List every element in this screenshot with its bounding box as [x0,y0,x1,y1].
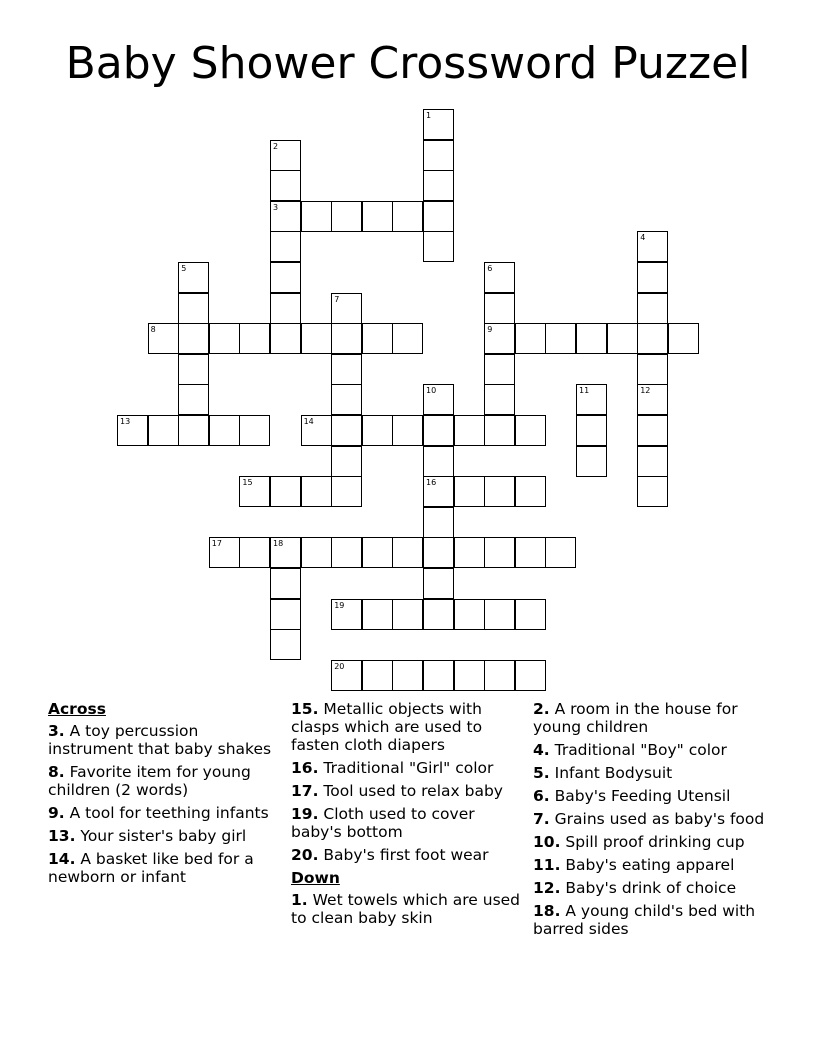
grid-cell[interactable] [331,384,362,415]
grid-cell[interactable] [423,140,454,171]
down-clue-12: 12. Baby's drink of choice [533,879,737,897]
grid-cell[interactable] [515,323,546,354]
grid-cell[interactable] [331,446,362,477]
down-clue-7: 7. Grains used as baby's food [533,810,765,828]
grid-cell[interactable] [515,599,546,630]
across-clue-20: 20. Baby's first foot wear [291,846,489,864]
across-clue-19: 19. Cloth used to cover baby's bottom [291,805,475,841]
grid-cell[interactable] [362,660,393,691]
grid-cell[interactable] [576,384,607,415]
grid-cell[interactable] [270,537,301,568]
cell-number: 9 [487,325,493,335]
across-clue-8: 8. Favorite item for young children (2 words) [48,763,251,799]
grid-cell[interactable] [454,537,485,568]
grid-cell[interactable] [301,537,332,568]
grid-cell[interactable] [239,415,270,446]
grid-cell[interactable] [331,323,362,354]
grid-cell[interactable] [301,323,332,354]
grid-cell[interactable] [301,201,332,232]
grid-cell[interactable] [545,323,576,354]
grid-cell[interactable] [239,323,270,354]
grid-cell[interactable] [637,262,668,293]
grid-cell[interactable] [148,415,179,446]
grid-cell[interactable] [668,323,699,354]
grid-cell[interactable] [545,537,576,568]
across-clue-16: 16. Traditional "Girl" color [291,759,494,777]
grid-cell[interactable] [423,537,454,568]
grid-cell[interactable] [454,599,485,630]
cell-number: 8 [150,325,156,335]
grid-cell[interactable] [484,354,515,385]
grid-cell[interactable] [637,446,668,477]
grid-cell[interactable] [484,599,515,630]
grid-cell[interactable] [362,323,393,354]
grid-cell[interactable] [178,415,209,446]
grid-cell[interactable] [423,599,454,630]
grid-cell[interactable] [178,262,209,293]
grid-cell[interactable] [576,415,607,446]
across-clue-13: 13. Your sister's baby girl [48,827,247,845]
grid-cell[interactable] [239,537,270,568]
cell-number: 20 [334,661,345,671]
cell-number: 12 [640,386,651,396]
grid-cell[interactable] [484,537,515,568]
down-clue-4: 4. Traditional "Boy" color [533,741,727,759]
grid-cell[interactable] [423,384,454,415]
cell-number: 11 [579,386,590,396]
grid-cell[interactable] [607,323,638,354]
grid-cell[interactable] [637,476,668,507]
grid-cell[interactable] [362,599,393,630]
grid-cell[interactable] [576,323,607,354]
grid-cell[interactable] [392,415,423,446]
grid-cell[interactable] [515,660,546,691]
grid-cell[interactable] [454,660,485,691]
grid-cell[interactable] [209,323,240,354]
grid-cell[interactable] [270,323,301,354]
grid-cell[interactable] [331,660,362,691]
grid-cell[interactable] [423,568,454,599]
grid-cell[interactable] [331,599,362,630]
cell-number: 17 [211,539,222,549]
grid-cell[interactable] [209,415,240,446]
grid-cell[interactable] [637,323,668,354]
grid-cell[interactable] [331,476,362,507]
grid-cell[interactable] [484,262,515,293]
grid-cell[interactable] [423,660,454,691]
cell-number: 14 [303,417,314,426]
grid-cell[interactable] [362,201,393,232]
grid-cell[interactable] [331,537,362,568]
grid-cell[interactable] [484,476,515,507]
grid-cell[interactable] [270,293,301,324]
across-heading: Across [48,700,106,718]
grid-cell[interactable] [637,384,668,415]
across-clue-17: 17. Tool used to relax baby [291,782,503,800]
grid-cell[interactable] [270,170,301,201]
grid-cell[interactable] [515,537,546,568]
grid-cell[interactable] [270,231,301,262]
clue-column-1 [48,700,284,891]
grid-cell[interactable] [270,140,301,171]
grid-cell[interactable] [515,415,546,446]
grid-cell[interactable] [270,568,301,599]
down-clue-10: 10. Spill proof drinking cup [533,833,745,851]
cell-number: 16 [426,478,437,488]
cell-number: 18 [273,539,284,549]
cell-number: 4 [640,233,646,243]
grid-cell[interactable] [637,415,668,446]
grid-cell[interactable] [148,323,179,354]
grid-cell[interactable] [178,293,209,324]
across-clue-9: 9. A tool for teething infants [48,804,269,822]
cell-number: 13 [120,417,131,426]
grid-cell[interactable] [423,109,454,140]
grid-cell[interactable] [484,384,515,415]
grid-cell[interactable] [270,599,301,630]
cell-number: 1 [426,111,432,120]
across-clue-3: 3. A toy percussion instrument that baby shakes [48,722,272,758]
grid-cell[interactable] [423,231,454,262]
down-heading: Down [291,869,340,887]
down-clue-11: 11. Baby's eating apparel [533,856,735,874]
grid-cell[interactable] [423,446,454,477]
grid-cell[interactable] [331,415,362,446]
cell-number: 3 [273,202,279,212]
grid-cell[interactable] [331,354,362,385]
grid-cell[interactable] [178,323,209,354]
cell-number: 6 [487,264,493,273]
grid-cell[interactable] [454,476,485,507]
down-clue-1: 1. Wet towels which are used to clean baby skin [291,891,521,927]
across-clue-14: 14. A basket like bed for a newborn or infant [48,850,254,886]
grid-cell[interactable] [392,537,423,568]
grid-cell[interactable] [270,629,301,660]
grid-cell[interactable] [423,170,454,201]
grid-cell[interactable] [515,476,546,507]
clue-column-2 [291,700,527,932]
clue-column-3 [533,700,769,943]
cell-number: 5 [181,264,187,273]
grid-cell[interactable] [454,415,485,446]
grid-cell[interactable] [637,293,668,324]
grid-cell[interactable] [178,354,209,385]
grid-cell[interactable] [484,323,515,354]
grid-cell[interactable] [423,415,454,446]
grid-cell[interactable] [484,293,515,324]
grid-cell[interactable] [331,293,362,324]
cell-number: 2 [273,141,279,151]
grid-cell[interactable] [423,201,454,232]
grid-cell[interactable] [301,415,332,446]
grid-cell[interactable] [423,476,454,507]
puzzle-title: Baby Shower Crossword Puzzel [65,38,751,89]
grid-cell[interactable] [423,507,454,538]
down-clue-6: 6. Baby's Feeding Utensil [533,787,731,805]
grid-cell[interactable] [392,660,423,691]
grid-cell[interactable] [117,415,148,446]
grid-cell[interactable] [331,201,362,232]
grid-cell[interactable] [362,415,393,446]
down-clue-5: 5. Infant Bodysuit [533,764,673,782]
cell-number: 7 [334,294,340,304]
across-clue-15: 15. Metallic objects with clasps which are used to fasten cloth diapers [291,700,483,754]
grid-cell[interactable] [270,201,301,232]
grid-cell[interactable] [637,231,668,262]
grid-cell[interactable] [392,201,423,232]
cell-number: 15 [242,478,253,488]
grid-cell[interactable] [362,537,393,568]
grid-cell[interactable] [270,262,301,293]
grid-cell[interactable] [270,476,301,507]
grid-cell[interactable] [576,446,607,477]
grid-cell[interactable] [392,323,423,354]
grid-cell[interactable] [392,599,423,630]
grid-cell[interactable] [301,476,332,507]
grid-cell[interactable] [637,354,668,385]
grid-cell[interactable] [209,537,240,568]
down-clue-2: 2. A room in the house for young children [533,700,738,736]
cell-number: 19 [334,600,345,610]
grid-cell[interactable] [178,384,209,415]
grid-cell[interactable] [239,476,270,507]
cell-number: 10 [426,386,437,396]
grid-cell[interactable] [484,660,515,691]
grid-cell[interactable] [484,415,515,446]
down-clue-18: 18. A young child's bed with barred sides [533,902,756,938]
